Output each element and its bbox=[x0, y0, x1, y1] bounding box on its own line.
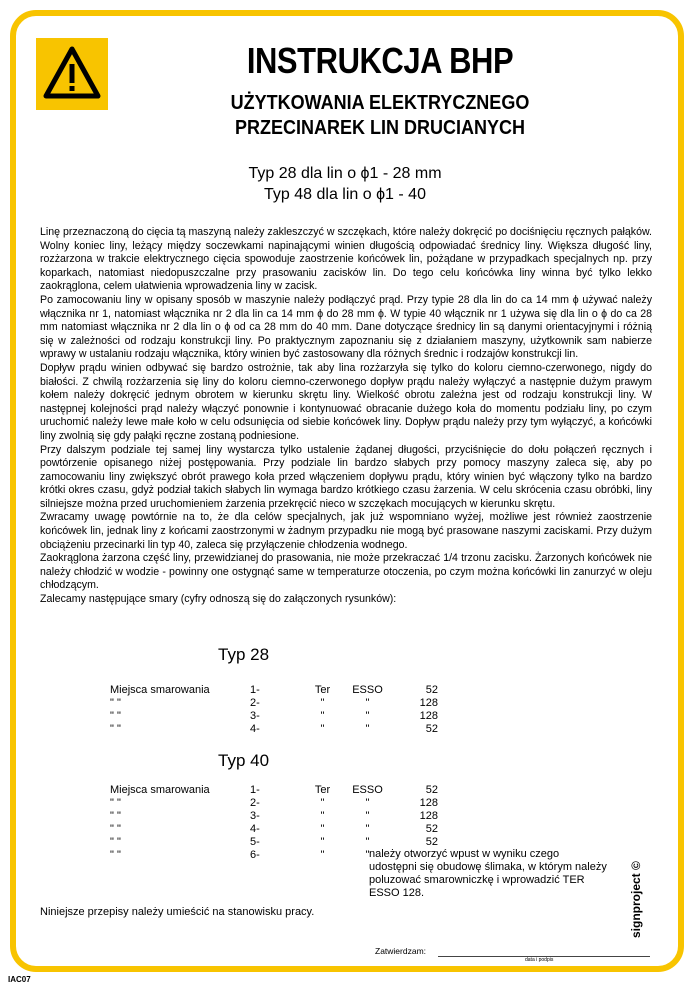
cell-num: 2- bbox=[250, 697, 260, 709]
paragraph: Po zamocowaniu liny w opisany sposób w maszynie należy podłączyć prąd. Przy typie 28 dla lin do ca 14 mm ϕ używać należy włącznika nr 1, natomiast włącznika nr 2 dla lin ca 14 mm ϕ do 28 mm ϕ. W typie 40 włącznik nr 1 używa się dla lin o ϕ do ca 28 mm natomiast włącznika nr 2 dla lin o ϕ od ca 28 mm do 40 mm. Dane dotyczące średnicy lin są danymi orientacyjnymi i różnią się w zależności od rodzaju konstrukcji liny. Po praktycznym zapoznaniu się z działaniem maszyny, użytkownik sam nabierze wprawy w ustalaniu rodzaju włącznika, który winien być zastosowany dla różnych średnic i rodzajów konstrukcji lin. bbox=[40, 293, 652, 361]
table-row bbox=[110, 710, 438, 723]
cell-label: " " bbox=[110, 723, 121, 735]
table-row bbox=[110, 697, 438, 710]
cell-ter: " bbox=[320, 836, 325, 848]
cell-num: 6- bbox=[250, 849, 260, 861]
final-note: Niniejsze przepisy należy umieścić na stanowisku pracy. bbox=[40, 906, 315, 918]
cell-esso: " bbox=[365, 797, 370, 809]
paragraph: Dopływ prądu winien odbywać się bardzo ostrożnie, tak aby lina rozżarzyła się tylko do koloru ciemno-czerwonego, nigdy do białości. Z chwilą rozżarzenia się liny do koloru ciemno-czerwonego dopływ prądu należy wyłączyć a następnie dużym prawym kołem należy dokręcić jednym obrotem w kierunku skrętu liny. Wielkość obrotu zależna jest od rodzaju konstrukcji liny. W następnej kolejności prąd należy włączyć ponownie i kontynuować obracanie dużego koła do momentu podziału liny, po czym uruchomić należy lewe małe koło w celu odsunięcia od siebie końcówek liny. Dopływ prądu należy przy tym wyłączyć, a końcówki liny zwolnią się gdy pałąki ręczne zostaną podniesione. bbox=[40, 361, 652, 442]
cell-ter: Ter bbox=[314, 784, 331, 796]
cell-esso: " bbox=[365, 723, 370, 735]
cell-val: 52 bbox=[425, 836, 438, 848]
cell-esso: " bbox=[365, 810, 370, 822]
subtitle-line-2: PRZECINAREK LIN DRUCIANYCH bbox=[234, 117, 525, 139]
cell-esso: " bbox=[365, 823, 370, 835]
paragraph: Zwracamy uwagę powtórnie na to, że dla celów specjalnych, jak już wspomniano wyżej, możliwe jest również zaostrzenie końcówek lin, jednak liny z końcami zaostrzonymi w żadnym przypadku nie mogą być prasowane naszymi zaciskami. Przy dużym obciążeniu przecinarki lin typ 40, zaleca się przyłączenie chłodzenia wodnego. bbox=[40, 511, 652, 551]
cell-num: 1- bbox=[250, 784, 260, 796]
cell-ter: " bbox=[320, 823, 325, 835]
brand-mark: signproject © bbox=[629, 861, 643, 938]
cell-num: 4- bbox=[250, 823, 260, 835]
cell-label: " " bbox=[110, 836, 121, 848]
cell-val: 52 bbox=[425, 723, 438, 735]
cell-num: 5- bbox=[250, 836, 260, 848]
cell-ter: " bbox=[320, 723, 325, 735]
cell-val: 128 bbox=[419, 697, 438, 709]
cell-val: 52 bbox=[425, 823, 438, 835]
cell-label: " " bbox=[110, 697, 121, 709]
cell-ter: " bbox=[320, 697, 325, 709]
cell-ter: " bbox=[320, 810, 325, 822]
cell-num: 4- bbox=[250, 723, 260, 735]
cell-esso: ESSO bbox=[352, 784, 383, 796]
cell-ter: Ter bbox=[314, 684, 331, 696]
cell-label: " " bbox=[110, 810, 121, 822]
table-row bbox=[110, 784, 438, 797]
section-heading-typ40: Typ 40 bbox=[218, 751, 270, 770]
cell-esso: " bbox=[365, 710, 370, 722]
instruction-body bbox=[40, 226, 652, 607]
warning-triangle-icon bbox=[36, 38, 108, 110]
cell-num: 2- bbox=[250, 797, 260, 809]
cell-esso: " bbox=[365, 697, 370, 709]
table-row bbox=[110, 823, 438, 836]
subtitle-line-1: UŻYTKOWANIA ELEKTRYCZNEGO bbox=[230, 92, 530, 114]
paragraph: Przy dalszym podziale tej samej liny wystarcza tylko ustalenie żądanej długości, przyciśnięcie do dołu połączeń ręcznych i powtórzenie opisanego niżej postępowania. Przy podziale lin bardzo słabych przy pomocy maszyny zaleca się, aby po zamocowaniu liny zwiększyć obrót prawego koła przed włączeniem dopływu prądu, który winien być włączony tylko na bardzo krótki okres czasu, gdyż podział takich słabych lin wymaga bardzo krótkiego czasu żarzenia. W celu skrócenia czasu obróbki, liny silniejsze można przed uruchomieniem żarzenia przekręcić nieco w szczękach mocujących w kierunku skrętu. bbox=[40, 443, 652, 510]
paragraph: Zalecamy następujące smary (cyfry odnoszą się do załączonych rysunków): bbox=[40, 593, 397, 606]
lubrication-table-typ28 bbox=[110, 684, 438, 736]
cell-num: 3- bbox=[250, 810, 260, 822]
cell-esso: " bbox=[365, 836, 370, 848]
cell-label: " " bbox=[110, 710, 121, 722]
cell-num: 1- bbox=[250, 684, 260, 696]
paragraph: Zaokrąglona żarzona część liny, przewidzianej do prasowania, nie może przekraczać 1/4 trzonu zacisku. Żarzonych końcówek nie należy chłodzić w wodzie - powinny one ostygnąć same w temperaturze otoczenia, po czym można końcówki lin zanurzyć w oleju chłodzącym. bbox=[40, 552, 652, 592]
type-line-2: Typ 48 dla lin o ϕ1 - 40 bbox=[264, 186, 426, 203]
page-title: INSTRUKCJA BHP bbox=[246, 40, 514, 81]
cell-val: 128 bbox=[419, 810, 438, 822]
approve-label: Zatwierdzam: bbox=[375, 946, 427, 956]
lubrication-note: należy otworzyć wpust w wyniku czego udostępni się obudowę ślimaka, w którym należy poluzować smarowniczkę i wprowadzić TER ESSO 128. bbox=[369, 848, 607, 899]
product-code: IAC07 bbox=[8, 975, 31, 984]
type-line-1: Typ 28 dla lin o ϕ1 - 28 mm bbox=[248, 165, 442, 182]
cell-label: " " bbox=[110, 823, 121, 835]
section-heading-typ28: Typ 28 bbox=[218, 645, 270, 664]
cell-label: Miejsca smarowania bbox=[110, 784, 210, 796]
cell-ter: " bbox=[320, 797, 325, 809]
cell-esso: " bbox=[365, 849, 370, 861]
cell-label: Miejsca smarowania bbox=[110, 684, 210, 696]
cell-val: 52 bbox=[425, 784, 438, 796]
signature-caption: data i podpis bbox=[525, 957, 554, 963]
cell-ter: " bbox=[320, 710, 325, 722]
paragraph: Linę przeznaczoną do cięcia tą maszyną należy zakleszczyć w szczękach, które należy dokręcić po dociśnięciu ręcznych pałąków. Wolny koniec liny, leżący między soczewkami napinającymi winien długością odpowiadać średnicy liny. Większa długość liny, rozżarzona w trakcie elektrycznego cięcia spowoduje zaostrzenie końcówek lin, pożądane w przypadkach specjalnych np. przy koparkach, natomiast niedopuszczalne przy prasowaniu zacisków lin. Do tego celu końcówka liny winna być tylko lekko zaokrąglona, celem ułatwienia wprowadzenia liny w zacisk. bbox=[40, 226, 652, 293]
cell-val: 128 bbox=[419, 710, 438, 722]
cell-val: 52 bbox=[425, 684, 438, 696]
cell-label: " " bbox=[110, 849, 121, 861]
table-row bbox=[110, 684, 438, 697]
cell-esso: ESSO bbox=[352, 684, 383, 696]
cell-num: 3- bbox=[250, 710, 260, 722]
table-row bbox=[110, 797, 438, 810]
cell-ter: " bbox=[320, 849, 325, 861]
cell-label: " " bbox=[110, 797, 121, 809]
table-row bbox=[110, 810, 438, 823]
table-row bbox=[110, 723, 438, 736]
cell-val: 128 bbox=[419, 797, 438, 809]
warning-icon-box bbox=[36, 38, 108, 110]
